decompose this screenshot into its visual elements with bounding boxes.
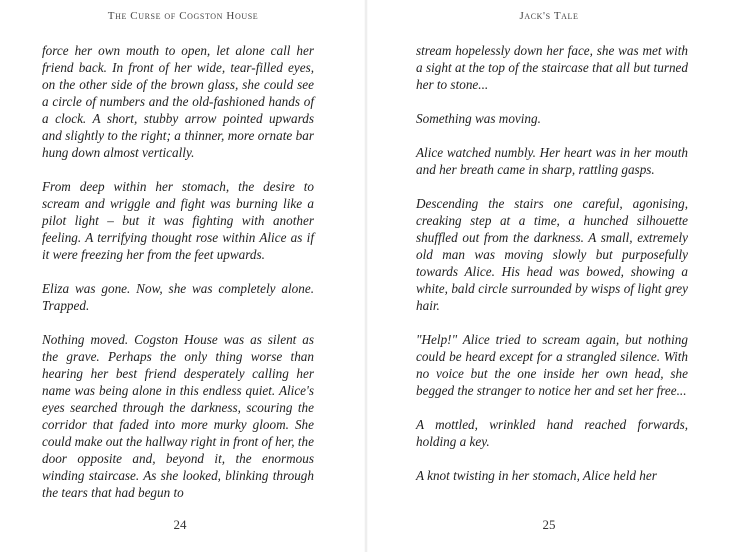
running-head-book-title: The Curse of Cogston House: [107, 10, 259, 22]
running-head-chapter-title: Jack's Tale: [519, 10, 579, 22]
paragraph: Alice watched numbly. Her heart was in her mouth and her breath came in sharp, rattling gasps.: [416, 145, 688, 177]
paragraph: From deep within her stomach, the desire to scream and wriggle and fight was burning like a pilot light – but it was fighting with another feeling. A terrifying thought rose within Alice as if it were freezing her from the feet upwards.: [42, 179, 314, 262]
paragraph: A mottled, wrinkled hand reached forwards, holding a key.: [416, 417, 688, 449]
page-number: 25: [542, 517, 556, 532]
paragraph: Something was moving.: [416, 111, 541, 126]
paragraph: force her own mouth to open, let alone call her friend back. In front of her wide, tear-filled eyes, on the other side of the brown glass, she could see a circle of numbers and the old-fashioned hands of a clock. A short, stubby arrow pointed upwards and slightly to the right; a thinner, more ornate bar hung down almost vertically.: [42, 43, 314, 160]
paragraph: Eliza was gone. Now, she was completely alone. Trapped.: [42, 281, 314, 313]
paragraph: stream hopelessly down her face, she was met with a sight at the top of the staircase that all but turned her to stone...: [416, 43, 688, 92]
paragraph: "Help!" Alice tried to scream again, but nothing could be heard except for a strangled silence. With no voice but the one inside her own head, she begged the stranger to notice her and set her free...: [416, 332, 688, 398]
paragraph: A knot twisting in her stomach, Alice held her: [416, 468, 657, 483]
paragraph: Nothing moved. Cogston House was as silent as the grave. Perhaps the only thing worse than hearing her best friend desperately calling her name was being alone in this endless quiet. Alice's eyes searched through the darkness, scouring the corridor that faded into more murky gloom. She could make out the hallway right in front of her, the door opposite and, beyond it, the enormous winding staircase. As she looked, blinking through the tears that had begun to: [42, 332, 314, 500]
paragraph: Descending the stairs one careful, agonising, creaking step at a time, a hunched silhouette shuffled out from the darkness. A small, extremely old man was moving slowly but purposefully towards Alice. His head was bowed, showing a white, bald circle surrounded by wisps of light grey hair.: [416, 196, 688, 313]
right-page-body: [416, 42, 688, 484]
left-page-body: [42, 42, 314, 501]
right-page: [366, 0, 732, 552]
page-number: 24: [173, 517, 187, 532]
